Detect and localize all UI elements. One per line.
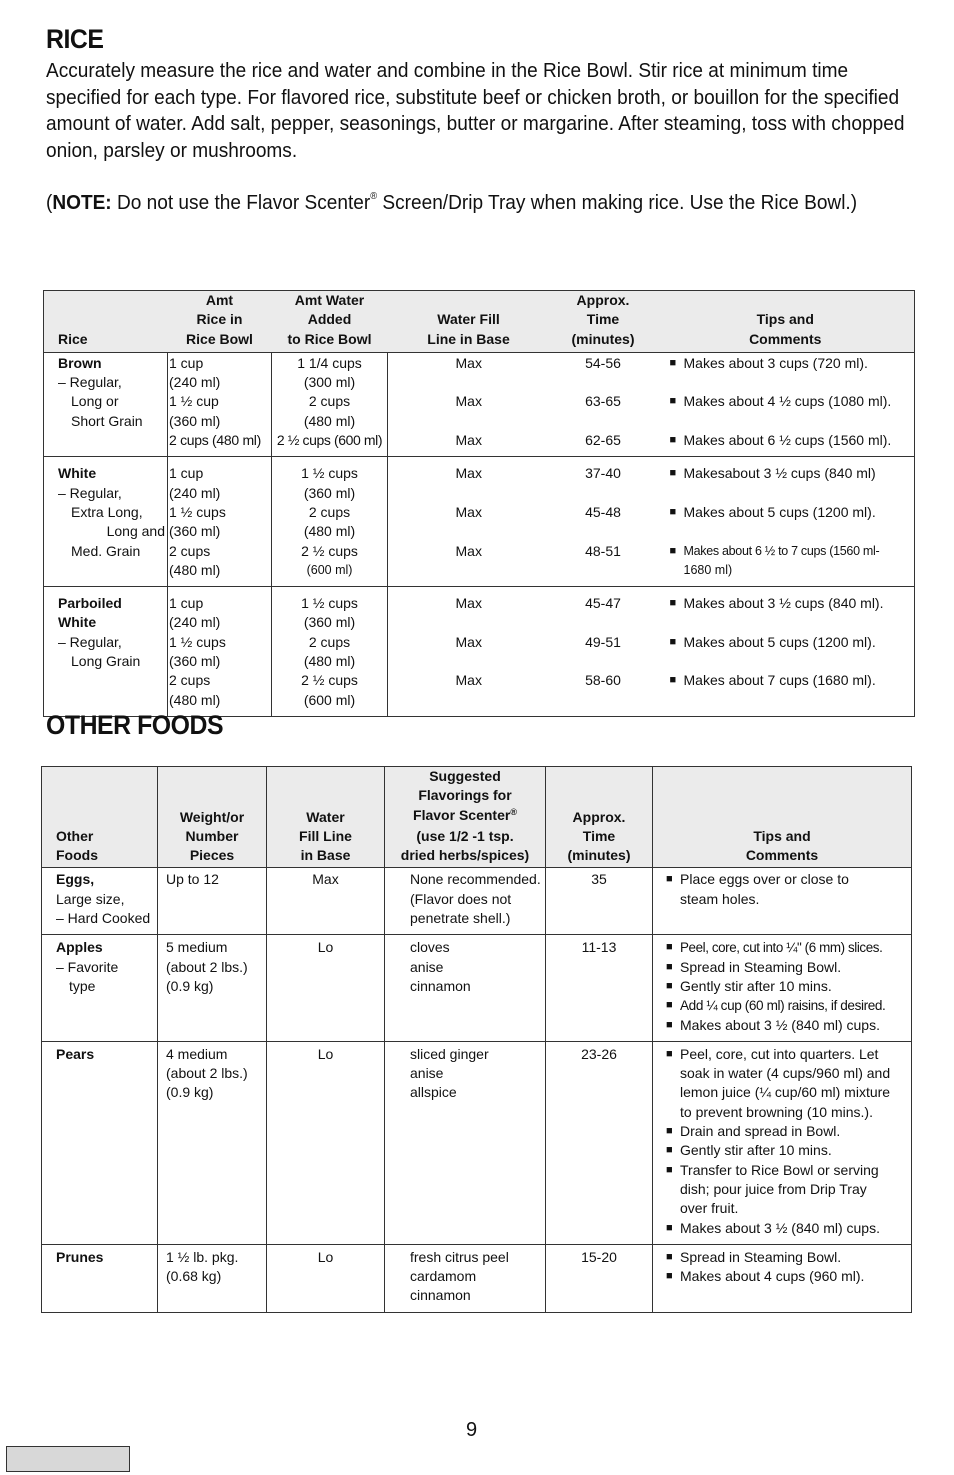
amt-rice-cell: 1 cup (240 ml)	[168, 352, 272, 392]
col-amt-water: Amt Water Added to Rice Bowl	[272, 291, 388, 353]
note-text-2: Screen/Drip Tray when making rice. Use the Rice Bowl.)	[377, 191, 858, 214]
rice-group-parboiled	[44, 587, 915, 717]
col-water-fill: Water Fill Line in Base	[388, 291, 550, 353]
flavorings-cell: cloves anise cinnamon	[385, 935, 546, 1041]
rice-intro: Accurately measure the rice and water and combine in the Rice Bowl. Stir rice at minimum time specified for each type. For flavored rice, substitute beef or chicken broth, or bouillon for the specified amount of water. Add salt, pepper, seasonings, butter or margarine. After steaming, toss with chopped onion, parsley or mushrooms.	[46, 59, 905, 162]
table-row	[44, 503, 915, 542]
amt-water-cell: 2 cups (480 ml)	[272, 392, 388, 431]
amt-water-cell: 2 cups (480 ml)	[272, 503, 388, 542]
col-tips: Tips and Comments	[653, 767, 912, 868]
water-fill-cell: Max	[388, 392, 550, 431]
flavorings-cell: None recommended. (Flavor does not penetrate shell.)	[385, 868, 546, 935]
col-rice: Rice	[44, 291, 168, 353]
amt-rice-cell: 2 cups (480 ml)	[168, 671, 272, 716]
tips-cell: ■ Makes about 6 ½ to 7 cups (1560 ml- 1680 ml)	[657, 542, 915, 587]
time-cell: 49-51	[585, 633, 621, 650]
tips-cell: ■ Place eggs over or close to steam holes.	[653, 868, 912, 935]
col-weight: Weight/or Number Pieces	[158, 767, 267, 868]
table-row	[44, 587, 915, 633]
amt-rice-cell: 1 ½ cups (360 ml)	[168, 633, 272, 672]
water-fill-cell: Max	[388, 352, 550, 392]
water-fill-cell: Max	[388, 431, 550, 457]
time-cell: 48-51	[585, 542, 621, 559]
rice-table	[43, 290, 915, 717]
tips-cell: ■ Makes about 3 cups (720 ml).	[657, 352, 915, 392]
weight-cell: 1 ½ lb. pkg. (0.68 kg)	[158, 1244, 267, 1312]
table-row	[44, 633, 915, 672]
col-time: Approx. Time (minutes)	[550, 291, 657, 353]
col-amt-rice: Amt Rice in Rice Bowl	[168, 291, 272, 353]
amt-water-cell: 2 ½ cups (600 ml)	[272, 542, 388, 587]
tips-cell: ■ Makes about 5 cups (1200 ml).	[657, 503, 915, 542]
rice-group-brown	[44, 352, 915, 456]
table-row	[42, 868, 912, 935]
tips-cell: ■ Makes about 5 cups (1200 ml).	[657, 633, 915, 672]
amt-rice-cell: 1 ½ cup (360 ml)	[168, 392, 272, 431]
time-cell: 63-65	[585, 393, 621, 410]
flavorings-cell: sliced ginger anise allspice	[385, 1041, 546, 1244]
col-other-foods: Other Foods	[42, 767, 158, 868]
time-cell: 15-20	[546, 1244, 653, 1312]
amt-rice-cell: 1 cup (240 ml)	[168, 457, 272, 503]
amt-water-cell: 1 1/4 cups (300 ml)	[272, 352, 388, 392]
table-row	[44, 542, 915, 587]
table-row	[44, 352, 915, 392]
table-row	[42, 1041, 912, 1244]
col-flavorings: Suggested Flavorings for Flavor Scenter® (use 1/2 -1 tsp. dried herbs/spices)	[385, 767, 546, 868]
note-open: (	[46, 191, 53, 214]
food-label: Apples – Favorite type	[42, 935, 158, 1041]
water-fill-cell: Lo	[267, 1244, 385, 1312]
water-fill-cell: Max	[388, 633, 550, 672]
other-foods-header	[42, 767, 912, 868]
amt-rice-cell: 2 cups (480 ml)	[168, 431, 272, 457]
amt-rice-cell: 1 ½ cups (360 ml)	[168, 503, 272, 542]
time-cell: 37-40	[550, 457, 657, 503]
food-label: Prunes	[42, 1244, 158, 1312]
amt-water-cell: 1 ½ cups (360 ml)	[272, 457, 388, 503]
water-fill-cell: Max	[267, 868, 385, 935]
water-fill-cell: Max	[388, 542, 550, 587]
time-cell: 11-13	[546, 935, 653, 1041]
note-registered: ®	[370, 191, 378, 202]
time-cell: 45-48	[585, 503, 621, 520]
tips-cell: ■ Peel, core, cut into ¼" (6 mm) slices. ■ Spread in Steaming Bowl. ■ Gently stir after 10 mins. ■ Add ¼ cup (60 ml) raisins, if desired. ■ Makes about 3 ½ (840 ml) cups.	[653, 935, 912, 1041]
water-fill-cell: Max	[388, 503, 550, 542]
table-row	[44, 431, 915, 457]
food-label: Pears	[42, 1041, 158, 1244]
tips-cell: ■ Peel, core, cut into quarters. Let soak in water (4 cups/960 ml) and lemon juice (¼ cup/60 ml) mixture to prevent browning (10 mins.). ■ Drain and spread in Bowl. ■ Gently stir after 10 mins. ■ Transfer to Rice Bowl or serving dish; pour juice from Drip Tray over fruit. ■ Makes about 3 ½ (840 ml) cups.	[653, 1041, 912, 1244]
amt-rice-cell: 2 cups (480 ml)	[168, 542, 272, 587]
tips-cell: ■ Spread in Steaming Bowl. ■ Makes about 4 cups (960 ml).	[653, 1244, 912, 1312]
other-foods-heading: OTHER FOODS	[46, 710, 224, 740]
col-tips: Tips and Comments	[657, 291, 915, 353]
tips-cell: ■ Makes about 3 ½ cups (840 ml).	[657, 587, 915, 633]
water-fill-cell: Max	[388, 671, 550, 716]
time-cell: 54-56	[585, 354, 621, 371]
col-time: Approx. Time (minutes)	[546, 767, 653, 868]
rice-table-header	[44, 291, 915, 353]
rice-type-label: White – Regular, Extra Long, Long and Med. Grain	[44, 457, 168, 587]
flavorings-cell: fresh citrus peel cardamom cinnamon	[385, 1244, 546, 1312]
table-row	[42, 935, 912, 1041]
weight-cell: 5 medium (about 2 lbs.) (0.9 kg)	[158, 935, 267, 1041]
tips-cell: ■ Makesabout 3 ½ cups (840 ml)	[657, 457, 915, 503]
time-cell: 35	[546, 868, 653, 935]
time-cell: 62-65	[585, 432, 621, 449]
rice-type-label: Brown – Regular, Long or Short Grain	[58, 354, 143, 429]
weight-cell: 4 medium (about 2 lbs.) (0.9 kg)	[158, 1041, 267, 1244]
note-label: NOTE:	[52, 191, 112, 214]
registered-mark: ®	[510, 806, 517, 817]
weight-cell: Up to 12	[158, 868, 267, 935]
table-row	[42, 1244, 912, 1312]
water-fill-cell: Max	[388, 457, 550, 503]
amt-water-cell: 2 ½ cups (600 ml)	[272, 431, 388, 457]
rice-heading: RICE	[46, 24, 104, 54]
amt-water-cell: 2 ½ cups (600 ml)	[272, 671, 388, 716]
time-cell: 45-47	[550, 587, 657, 633]
other-foods-table	[41, 766, 912, 1313]
tips-cell: ■ Makes about 6 ½ cups (1560 ml).	[657, 431, 915, 457]
tips-cell: ■ Makes about 7 cups (1680 ml).	[657, 671, 915, 716]
tips-cell: ■ Makes about 4 ½ cups (1080 ml).	[657, 392, 915, 431]
time-cell: 23-26	[546, 1041, 653, 1244]
rice-type-label: Parboiled White – Regular, Long Grain	[44, 587, 168, 717]
water-fill-cell: Lo	[267, 1041, 385, 1244]
water-fill-cell: Lo	[267, 935, 385, 1041]
page-number: 9	[466, 1419, 478, 1441]
note-text-1: Do not use the Flavor Scenter	[111, 191, 371, 214]
time-cell: 58-60	[585, 672, 621, 689]
col-water-fill: Water Fill Line in Base	[267, 767, 385, 868]
amt-rice-cell: 1 cup (240 ml)	[168, 587, 272, 633]
amt-water-cell: 1 ½ cups (360 ml)	[272, 587, 388, 633]
gray-box	[6, 1446, 130, 1472]
table-row	[44, 457, 915, 503]
water-fill-cell: Max	[388, 587, 550, 633]
table-row	[44, 392, 915, 431]
rice-note	[46, 190, 906, 217]
amt-water-cell: 2 cups (480 ml)	[272, 633, 388, 672]
food-label: Eggs, Large size, – Hard Cooked	[56, 871, 151, 927]
rice-group-white	[44, 457, 915, 587]
